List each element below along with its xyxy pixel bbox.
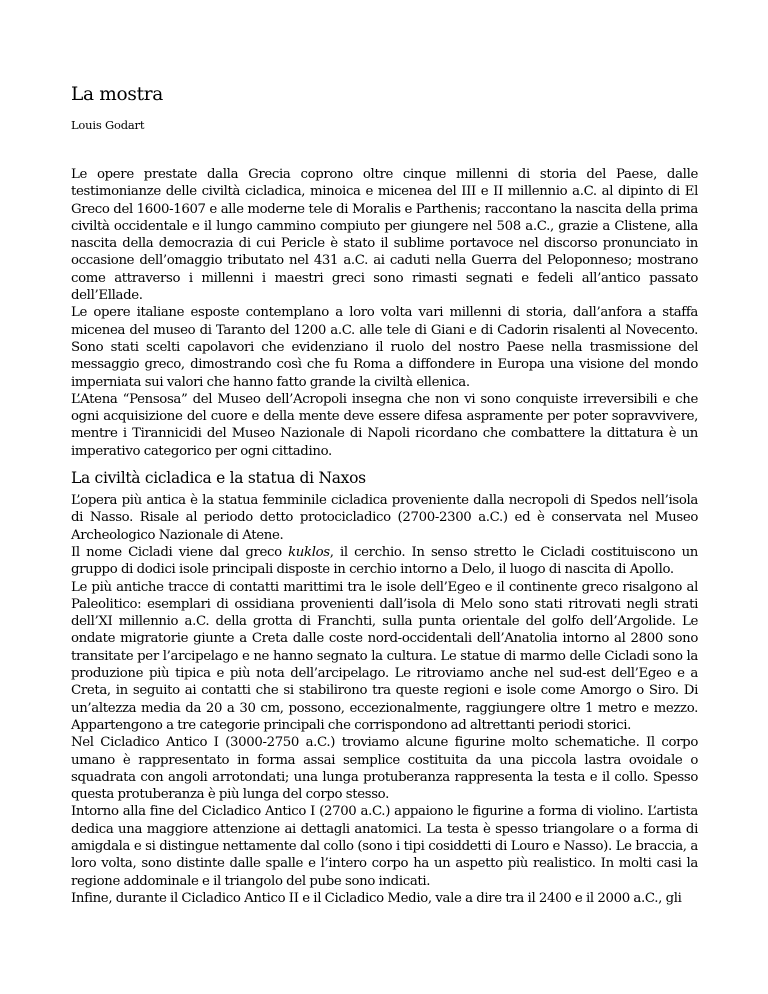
section-paragraph-6: Infine, durante il Cicladico Antico II e il Cicladico Medio, vale a dire tra il 2400 e il 2000 a.C., gli: [71, 890, 682, 906]
author-name: Louis Godart: [71, 118, 145, 132]
section-paragraph-5: Intorno alla fine del Cicladico Antico I (2700 a.C.) appaiono le figurine a forma di violino. L’artista dedica una maggiore attenzione ai dettagli anatomici. La testa è spesso triangolare o a forma di amigdala e si distingue nettamente dal collo (sono i tipi cosiddetti di Louro e Nasso). Le braccia, a loro volta, sono distinte dalle spalle e l’intero corpo ha un aspetto più realistico. In molti casi la regione addominale e il triangolo del pube sono indicati.: [71, 804, 698, 889]
intro-section: [71, 166, 698, 460]
document-page: [71, 83, 698, 907]
page-title: La mostra: [71, 84, 163, 105]
section-paragraph-2-after: , il cerchio. In senso stretto le Cicladi costituiscono un gruppo di dodici isole principali disposte in cerchio intorno a Delo, il luogo di nascita di Apollo.: [71, 544, 699, 578]
section-paragraph-2: [71, 544, 698, 579]
section-heading: La civiltà cicladica e la statua di Naxos: [71, 469, 366, 488]
section-paragraph-4: Nel Cicladico Antico I (3000-2750 a.C.) troviamo alcune figurine molto schematiche. Il corpo umano è rappresentato in forma assai semplice costituita da una piccola lastra ovoidale o squadrata con angoli arrotondati; una lunga protuberanza rappresenta la testa e il collo. Spesso questa protuberanza è più lunga del corpo stesso.: [71, 735, 698, 803]
section-paragraph-3: Le più antiche tracce di contatti marittimi tra le isole dell’Egeo e il continente greco risalgono al Paleolitico: esemplari di ossidiana provenienti dall’isola di Melo sono stati ritrovati negli strati dell’XI millennio a.C. della grotta di Franchti, sulla punta orientale del golfo dell’Argolide. Le ondate migratorie giunte a Creta dalle coste nord-occidentali dell’Anatolia intorno al 2800 sono transitate per l’arcipelago e ne hanno segnato la cultura. Le statue di marmo delle Cicladi sono la produzione più tipica e più nota dell’arcipelago. Le ritroviamo anche nel sud-est dell’Egeo e a Creta, in seguito ai contatti che si stabilirono tra queste regioni e isole come Amorgo o Siro. Di un’altezza media da 20 a 30 cm, possono, eccezionalmente, raggiungere oltre 1 metro e mezzo. Appartengono a tre categorie principali che corrispondono ad altrettanti periodi storici.: [71, 579, 698, 733]
section-paragraph-2-before: Il nome Cicladi viene dal greco: [71, 544, 289, 560]
intro-paragraph-2: Le opere italiane esposte contemplano a loro volta vari millenni di storia, dall’anfora a staffa micenea del museo di Taranto del 1200 a.C. alle tele di Giani e di Cadorin risalenti al Novecento. Sono stati scelti capolavori che evidenziano il ruolo del nostro Paese nella trasmissione del messaggio greco, dimostrando così che fu Roma a diffondere in Europa una visione del mondo imperniata sui valori che hanno fatto grande la civiltà ellenica.: [71, 305, 698, 390]
section-paragraph-2-italic: kuklos: [288, 544, 330, 560]
section-paragraph-1: L’opera più antica è la statua femminile cicladica proveniente dalla necropoli di Spedos nell’isola di Nasso. Risale al periodo detto protocicladico (2700-2300 a.C.) ed è conservata nel Museo Archeologico Nazionale di Atene.: [71, 493, 698, 543]
intro-paragraph-1: Le opere prestate dalla Grecia coprono oltre cinque millenni di storia del Paese, dalle testimonianze delle civiltà cicladica, minoica e micenea del III e II millennio a.C. al dipinto di El Greco del 1600-1607 e alle moderne tele di Moralis e Parthenis; raccontano la nascita della prima civiltà occidentale e il lungo cammino compiuto per giungere nel 508 a.C., grazie a Clistene, alla nascita della democrazia di cui Pericle è stato il sublime portavoce nel discorso pronunciato in occasione dell’omaggio tributato nel 431 a.C. ai caduti nella Guerra del Peloponneso; mostrano come attraverso i millenni i maestri greci sono rimasti segnati e fedeli all’antico passato dell’Ellade.: [71, 167, 698, 304]
intro-paragraph-3: L’Atena “Pensosa” del Museo dell’Acropoli insegna che non vi sono conquiste irreversibili e che ogni acquisizione del cuore e della mente deve essere difesa aspramente per poter sopravvivere, mentre i Tirannicidi del Museo Nazionale di Napoli ricordano che combattere la dittatura è un imperativo categorico per ogni cittadino.: [71, 391, 698, 459]
section-body: [71, 492, 698, 907]
